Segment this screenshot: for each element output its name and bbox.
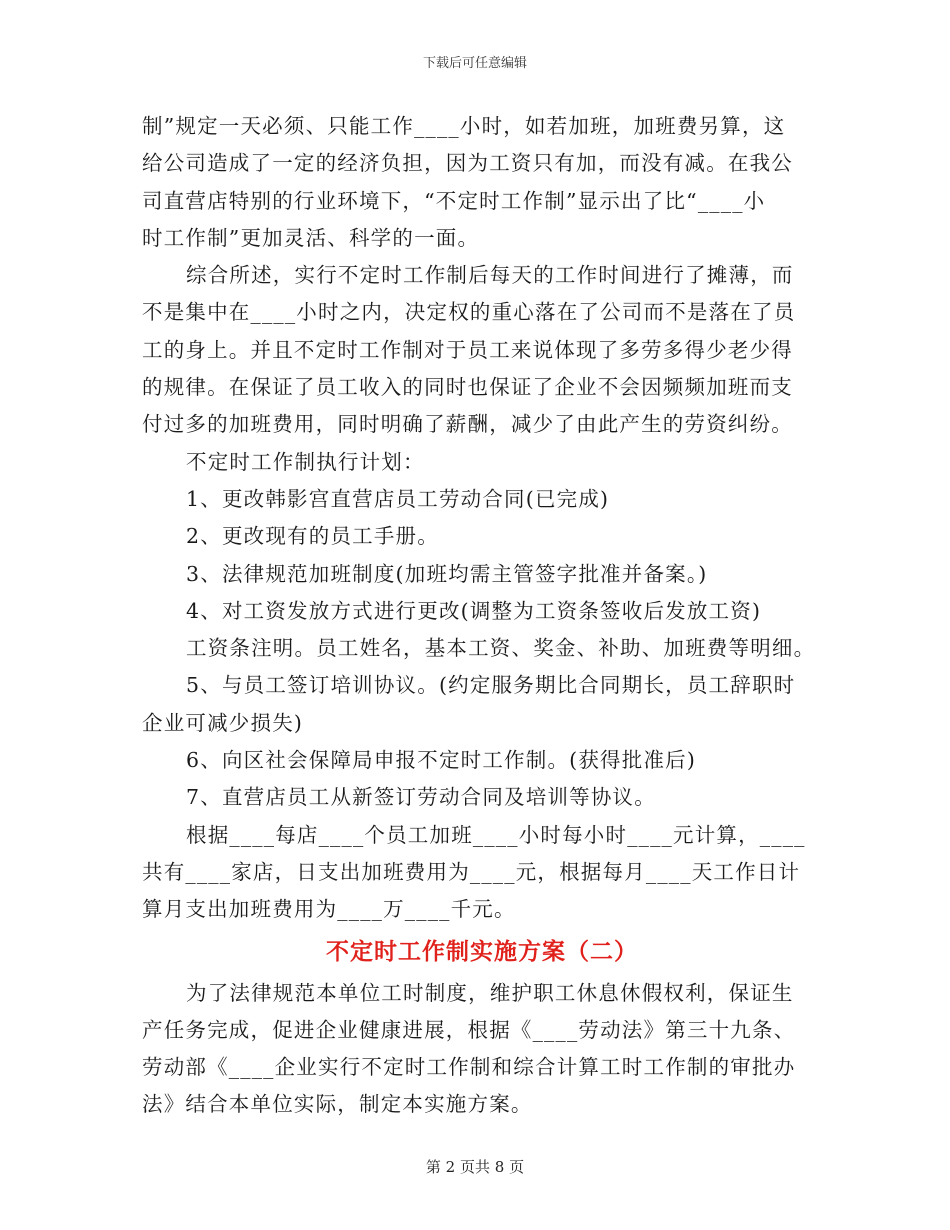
paragraph-line: 劳动部《____企业实行不定时工作制和综合计算工时工作制的审批办 (142, 1055, 796, 1080)
paragraph-line: 法》结合本单位实际，制定本实施方案。 (142, 1092, 533, 1117)
paragraph-line: 的规律。在保证了员工收入的同时也保证了企业不会因频频加班而支 (142, 375, 793, 400)
paragraph-line: 综合所述，实行不定时工作制后每天的工作时间进行了摊薄，而 (186, 263, 794, 288)
plan-item: 1、更改韩影宫直营店员工劳动合同(已完成) (186, 486, 610, 511)
paragraph-line: 付过多的加班费用，同时明确了薪酬，减少了由此产生的劳资纠纷。 (142, 412, 793, 437)
paragraph-line: 为了法律规范本单位工时制度，维护职工休息休假权利，保证生 (186, 980, 794, 1005)
header-note: 下载后可任意编辑 (422, 56, 527, 71)
plan-item: 7、直营店员工从新签订劳动合同及培训等协议。 (186, 785, 656, 810)
paragraph-line: 产任务完成，促进企业健康进展，根据《____劳动法》第三十九条、 (142, 1017, 796, 1042)
plan-item: 4、对工资发放方式进行更改(调整为工资条签收后发放工资) (186, 598, 762, 623)
plan-heading: 不定时工作制执行计划： (186, 449, 425, 474)
paragraph-line: 共有____家店，日支出加班费用为____元，根据每月____天工作日计 (142, 859, 801, 884)
plan-item-note: 工资条注明。员工姓名，基本工资、奖金、补助、加班费等明细。 (186, 636, 816, 661)
paragraph-line: 制”规定一天必须、只能工作____小时，如若加班，加班费另算，这 (142, 114, 786, 138)
plan-item: 2、更改现有的员工手册。 (186, 524, 439, 549)
plan-item: 3、法律规范加班制度(加班均需主管签字批准并备案。) (186, 561, 708, 586)
section-title: 不定时工作制实施方案（二） (326, 937, 638, 965)
document-body (142, 108, 822, 1124)
plan-item-continuation: 企业可减少损失) (142, 710, 304, 735)
paragraph-line: 根据____每店____个员工加班____小时每小时____元计算，____ (186, 822, 806, 847)
page-number: 第 2 页共 8 页 (425, 1158, 525, 1176)
paragraph-line: 司直营店特别的行业环境下，“不定时工作制”显示出了比“____小 (142, 188, 766, 213)
plan-item: 5、与员工签订培训协议。(约定服务期比合同期长，员工辞职时 (186, 673, 796, 698)
paragraph-line: 不是集中在____小时之内，决定权的重心落在了公司而不是落在了员 (142, 300, 796, 325)
plan-item: 6、向区社会保障局申报不定时工作制。(获得批准后) (186, 748, 697, 773)
paragraph-line: 时工作制”更加灵活、科学的一面。 (142, 225, 480, 250)
paragraph-line: 工的身上。并且不定时工作制对于员工来说体现了多劳多得少老少得 (142, 337, 793, 362)
paragraph-line: 算月支出加班费用为____万____千元。 (142, 897, 516, 922)
paragraph-line: 给公司造成了一定的经济负担，因为工资只有加，而没有减。在我公 (142, 151, 793, 176)
